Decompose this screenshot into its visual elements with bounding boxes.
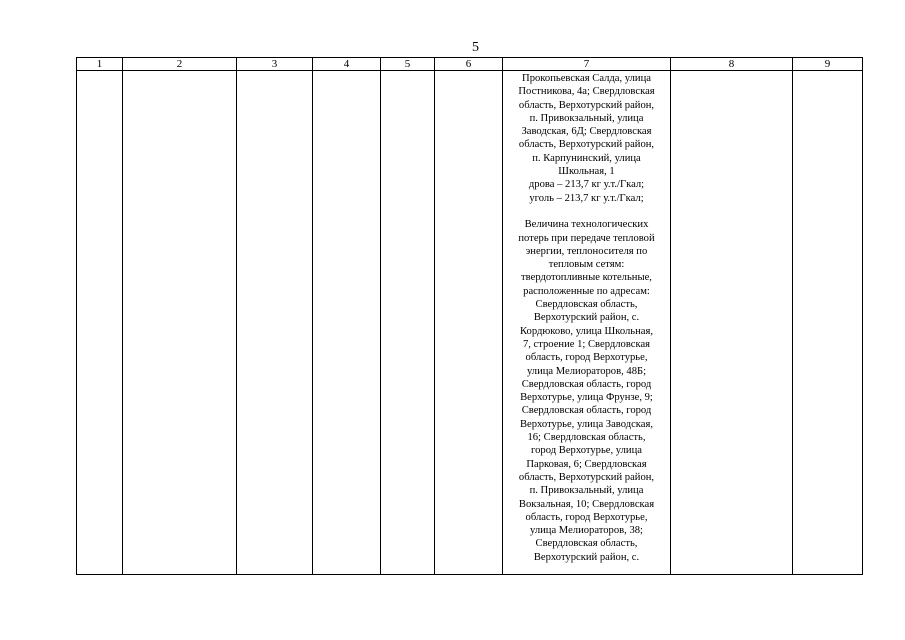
cell-col-5 xyxy=(381,71,435,575)
cell-col-7 xyxy=(503,71,671,575)
column-header-4: 4 xyxy=(313,58,381,71)
cell-col-7-text: Прокопьевская Салда, улица Постникова, 4а; Свердловская область, Верхотурский район, п. Привокзальный, улица Заводская, 6Д; Свердловская область, Верхотурский район, п. Карпунинский, улица Школьная, 1 дрова – 213,7 кг у.т./Гкал; уголь – 213,7 кг у.т./Гкал; Величина технологических потерь при передаче тепловой энергии, теплоносителя по тепловым сетям: твердотопливные котельные, расположенные по адресам: Свердловская область, Верхотурский район, с. Кордюково, улица Школьная, 7, строение 1; Свердловская область, город Верхотурье, улица Мелиораторов, 48Б; Свердловская область, город Верхотурье, улица Фрунзе, 9; Свердловская область, город Верхотурье, улица Заводская, 16; Свердловская область, город Верхотурье, улица Парковая, 6; Свердловская область, Верхотурский район, п. Привокзальный, улица Вокзальная, 10; Свердловская область, город Верхотурье, улица Мелиораторов, 38; Свердловская область, Верхотурский район, с. xyxy=(518,73,655,563)
data-table xyxy=(76,57,863,575)
cell-col-6 xyxy=(435,71,503,575)
column-header-3: 3 xyxy=(237,58,313,71)
column-header-2: 2 xyxy=(123,58,237,71)
column-header-9: 9 xyxy=(793,58,863,71)
cell-col-9 xyxy=(793,71,863,575)
column-header-7: 7 xyxy=(503,58,671,71)
column-header-6: 6 xyxy=(435,58,503,71)
column-header-8: 8 xyxy=(671,58,793,71)
cell-col-3 xyxy=(237,71,313,575)
table-row xyxy=(77,71,863,575)
header-row xyxy=(77,58,863,71)
cell-col-2 xyxy=(123,71,237,575)
column-header-5: 5 xyxy=(381,58,435,71)
page-number: 5 xyxy=(472,40,479,55)
cell-col-4 xyxy=(313,71,381,575)
cell-col-1 xyxy=(77,71,123,575)
cell-col-8 xyxy=(671,71,793,575)
column-header-1: 1 xyxy=(77,58,123,71)
